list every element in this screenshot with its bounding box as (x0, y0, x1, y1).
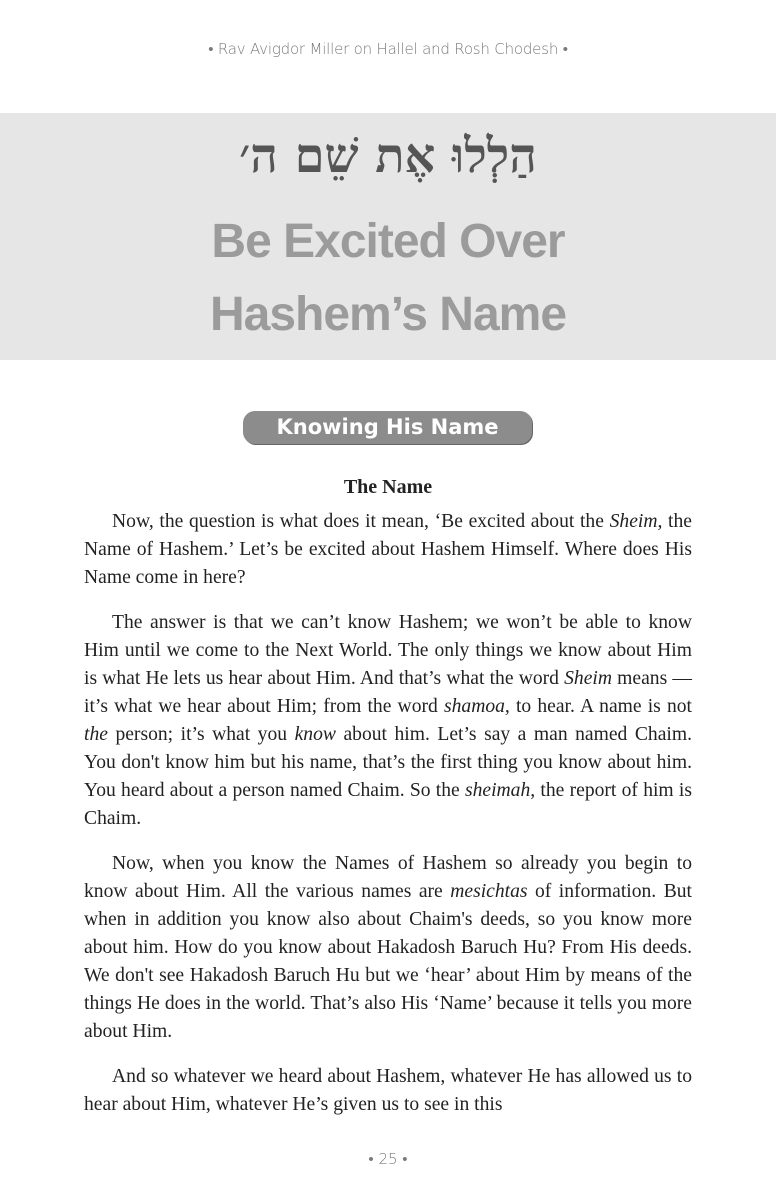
subheading: The Name (343, 476, 433, 498)
hebrew-title: הַלְלוּ אֶת שֵׁם ה׳ (239, 128, 537, 184)
text-run: Now, when you know the Names of Hashem so already you begin to know about Him. All the various names are (84, 853, 692, 902)
italic-term: sheimah, (464, 780, 536, 801)
italic-term: know (294, 724, 336, 745)
body-text (84, 508, 692, 1136)
text-run: to hear. A name is not (509, 696, 692, 717)
text-run: the Name of Hashem.’ Let’s be excited about Hashem Himself. Where does His Name come in here? (84, 511, 692, 588)
italic-term: mesichtas (450, 881, 528, 902)
section-pill: Knowing His Name (243, 411, 532, 444)
paragraph (84, 1063, 692, 1119)
paragraph (84, 609, 692, 833)
text-run: And so whatever we heard about Hashem, whatever He has allowed us to hear about Him, whatever He’s given us to see in this (84, 1066, 692, 1115)
paragraph (84, 850, 692, 1046)
italic-term: the (84, 724, 108, 745)
text-run: person; it’s what you (107, 724, 295, 745)
text-run: The answer is that we can’t know Hashem; we won’t be able to know Him until we come to the Next World. The only things we know about Him is what He lets us hear about Him. And that’s what the word (84, 612, 692, 689)
italic-term: shamoa, (443, 696, 510, 717)
paragraph (84, 508, 692, 592)
italic-term: Sheim (564, 668, 613, 689)
chapter-title-line1: Be Excited Over (211, 215, 565, 268)
text-run: the report of him is Chaim. (84, 780, 692, 829)
text-run: of information. But when in addition you know also about Chaim's deeds, so you know more about him. How do you know about Hakadosh Baruch Hu? From His deeds. We don't see Hakadosh Baruch Hu but we ‘hear’ about Him by means of the things He does in the world. That’s also His ‘Name’ because it tells you more about Him. (84, 881, 693, 1042)
page-number: • 25 • (368, 1150, 408, 1168)
running-head: • Rav Avigdor Miller on Hallel and Rosh Chodesh • (208, 40, 568, 58)
chapter-title-line2: Hashem’s Name (209, 288, 567, 341)
text-run: about him. Let’s say a man named Chaim. You don't know him but his name, that’s the first thing you know about him. You heard about a person named Chaim. So the (84, 724, 693, 801)
text-run: Now, the question is what does it mean, ‘Be excited about the (112, 511, 610, 532)
italic-term: Sheim, (609, 511, 663, 532)
text-run: means — it’s what we hear about Him; from the word (84, 668, 692, 717)
